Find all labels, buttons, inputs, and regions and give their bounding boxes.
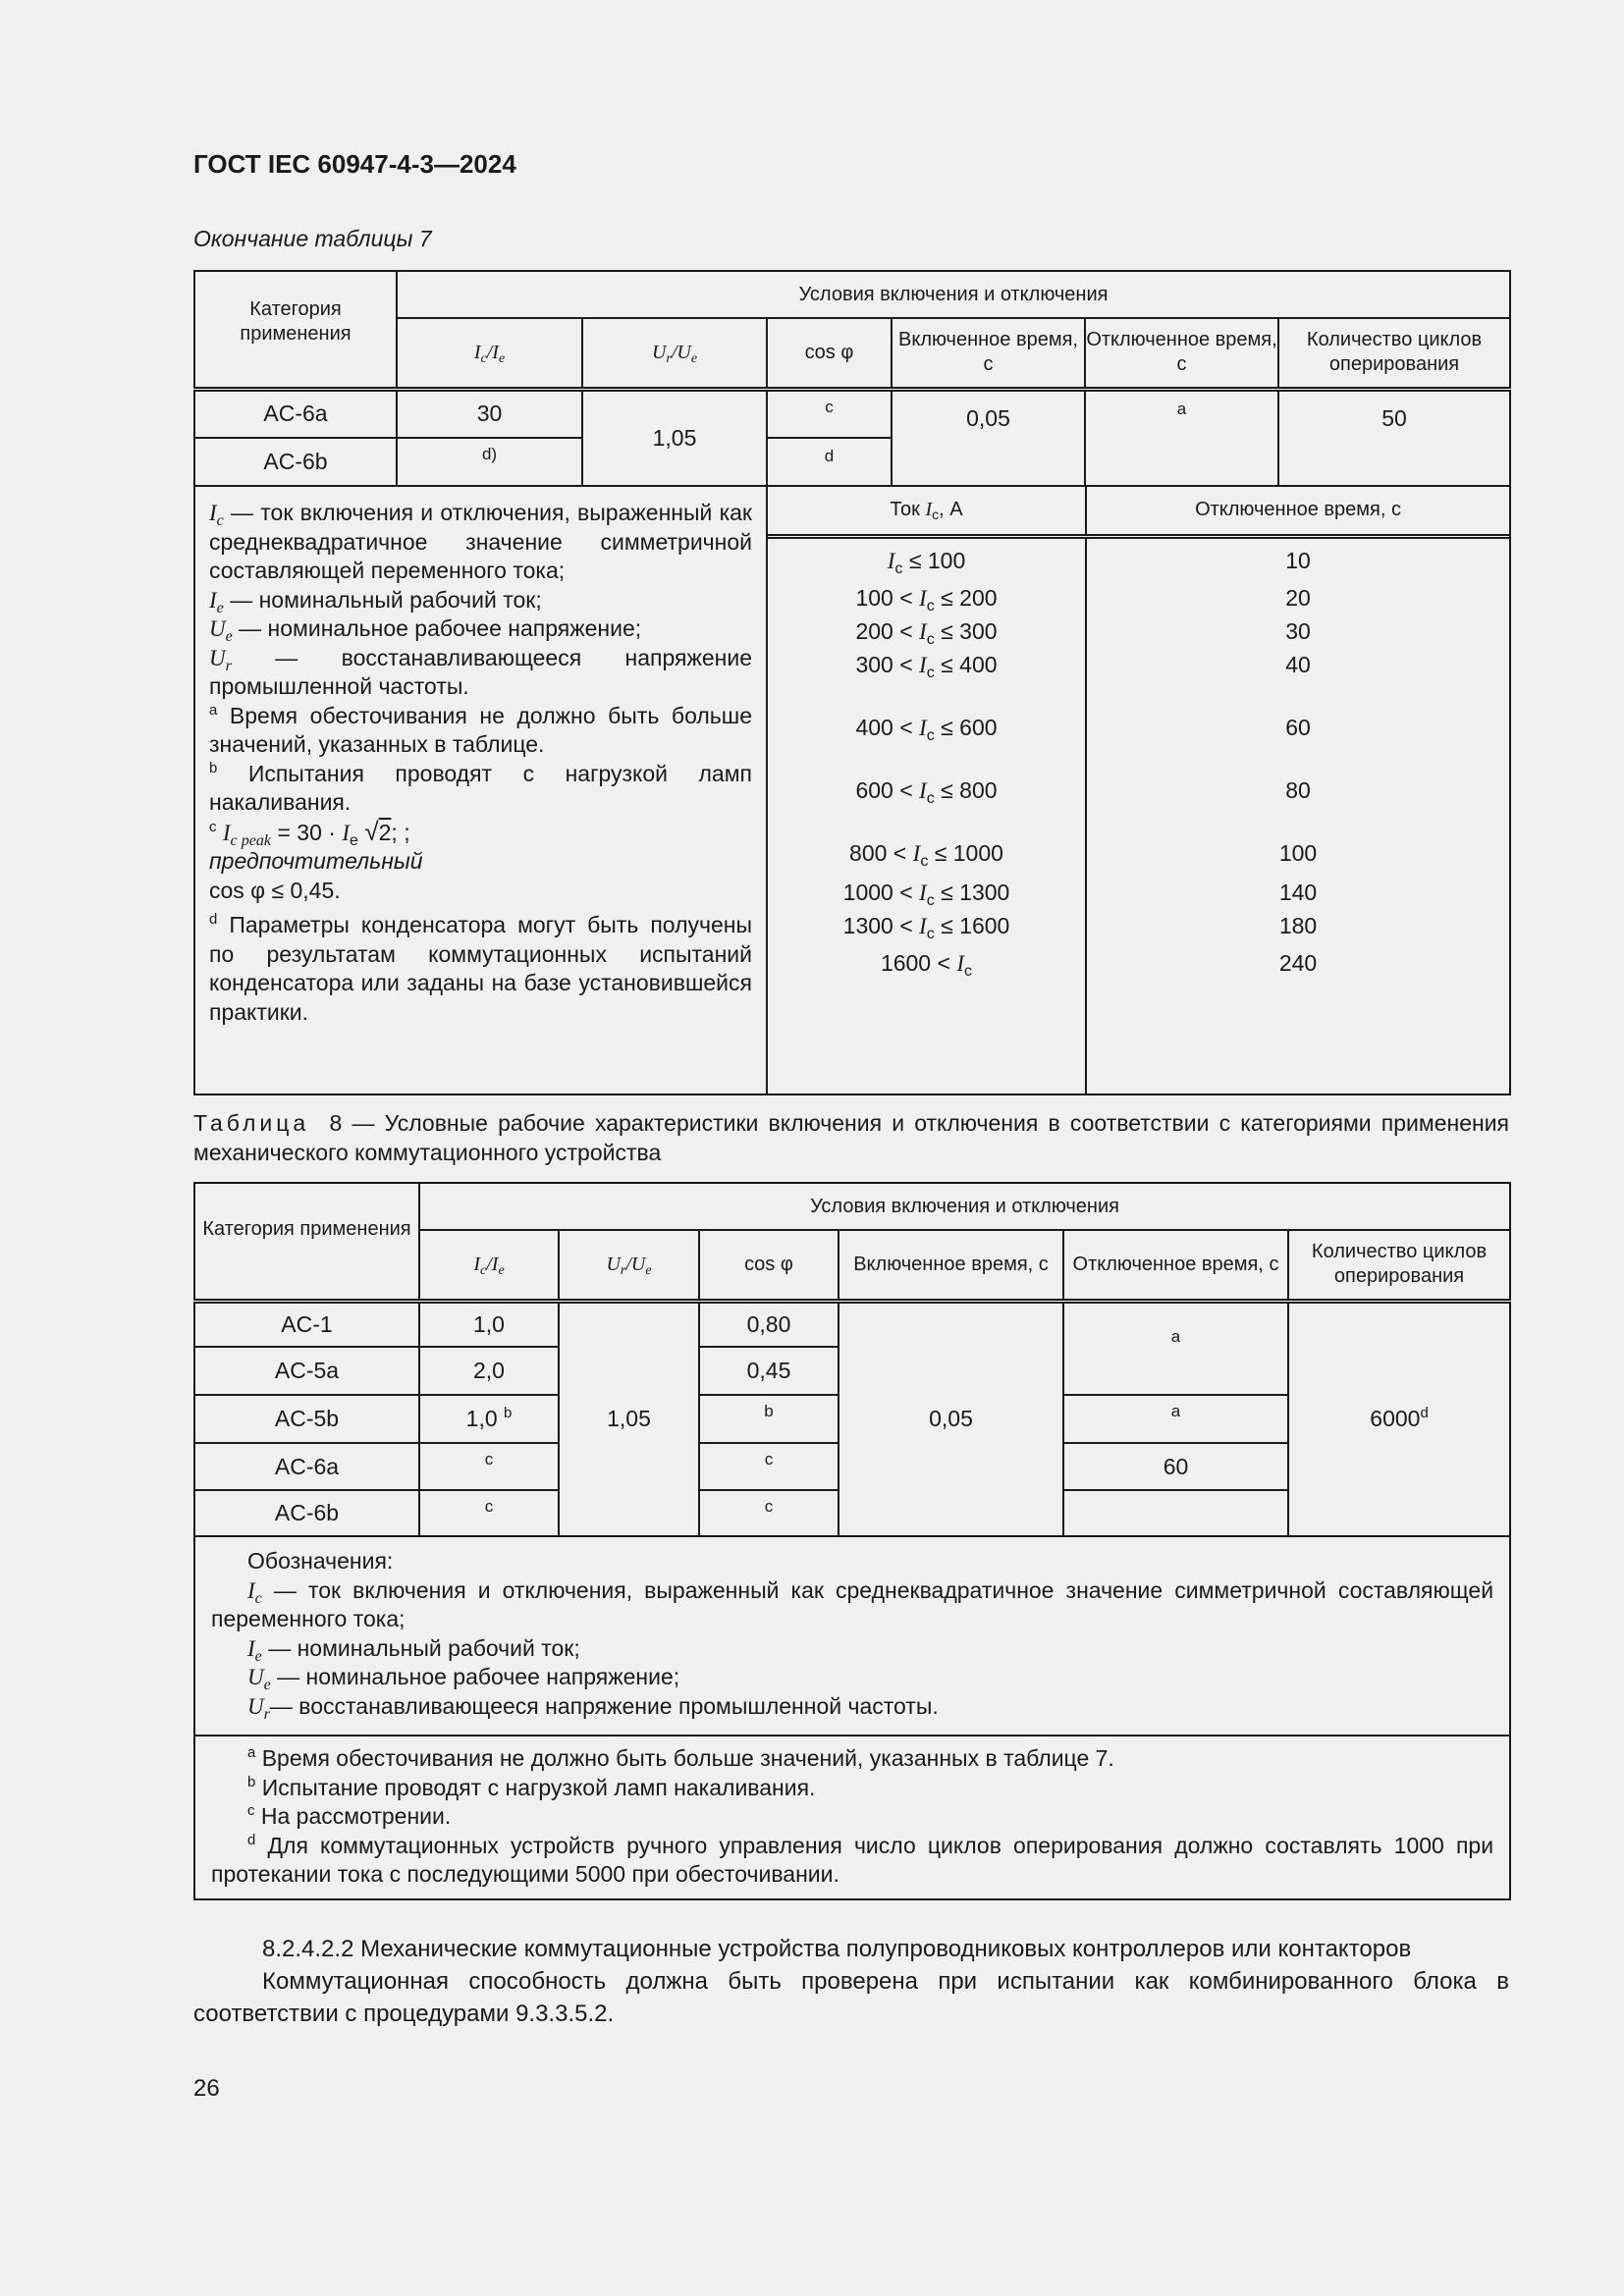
t7-ur-ue-value: 1,05 [582, 389, 767, 486]
t8-row-category: AC-6b [194, 1490, 419, 1536]
t8-row-ic-ie: 1,0 $^b$ [419, 1395, 559, 1443]
t7-row-ic-ie: 30 [397, 389, 582, 438]
t8-row-cos: b [699, 1395, 839, 1443]
t7-current-table [768, 487, 1509, 1094]
t8-category-header: Категория применения [194, 1183, 419, 1301]
t8-ur-ue-value: 1,05 [559, 1301, 699, 1536]
t8-col-off-time: Отключенное время, с [1063, 1230, 1288, 1301]
t8-off-time-60: 60 [1063, 1443, 1288, 1490]
t8-row-cos: 0,45 [699, 1347, 839, 1395]
t7-current-ranges [768, 536, 1086, 1094]
off-time-row: 100 [1278, 839, 1318, 866]
t7-col-off-time: Отключенное время, с [1085, 318, 1278, 389]
off-time-row: 10 [1285, 547, 1311, 573]
t7-col-ic-ie: $I_c/I_e$ [397, 318, 582, 389]
t8-off-time-a: a [1063, 1301, 1288, 1395]
t8-row-category: AC-6a [194, 1443, 419, 1490]
t8-col-cycles: Количество циклов оперирования [1288, 1230, 1510, 1301]
t8-row-ic-ie: 2,0 [419, 1347, 559, 1395]
off-time-row: 80 [1285, 776, 1311, 803]
t7-current-table-cell [767, 486, 1510, 1095]
current-range-row: $600 < I_c \le 800$ [855, 776, 998, 807]
current-range-row: $I_c \le 100$ [887, 547, 966, 577]
t8-conditions-header: Условия включения и отключения [419, 1183, 1510, 1230]
off-time-row: 60 [1285, 714, 1311, 740]
current-range-row: $300 < I_c \le 400$ [855, 651, 998, 681]
t8-on-time-value: 0,05 [839, 1301, 1063, 1536]
t7-on-time-value: 0,05 [892, 389, 1085, 486]
current-range-row: $400 < I_c \le 600$ [855, 714, 998, 744]
t8-row-cos: c [699, 1490, 839, 1536]
t8-designations: Обозначения: $I_c$ — ток включения и отключения, выраженный как среднеквадратичное значение симметричной составляющей переменного тока; $I_e$ — номинальный рабочий ток; $U_e$ — номинальное рабочее напряжение; $U_r—$ восстанавливающееся напряжение промышленной частоты. [194, 1536, 1510, 1735]
t7-col-cos: cos φ [767, 318, 892, 389]
page-number: 26 [193, 2075, 220, 2102]
t7-row-category: AC-6b [194, 438, 397, 486]
t8-row-category: AC-5b [194, 1395, 419, 1443]
t8-col-ic-ie: $I_c/I_e$ [419, 1230, 559, 1301]
t7-conditions-header: Условия включения и отключения [397, 271, 1510, 318]
current-range-row: $800 < I_c \le 1000$ [849, 839, 1003, 870]
t8-row-cos: c [699, 1443, 839, 1490]
t8-row-ic-ie: c [419, 1490, 559, 1536]
t7-off-times [1086, 536, 1509, 1094]
t8-off-time-a: a [1063, 1395, 1288, 1443]
t8-row-category: AC-5a [194, 1347, 419, 1395]
t7-cycles-value: 50 [1278, 389, 1510, 486]
current-range-row: $1000 < I_c \le 1300$ [842, 879, 1010, 909]
t8-row-ic-ie: 1,0 [419, 1301, 559, 1347]
off-time-row: 30 [1285, 617, 1311, 644]
t7-row-category: AC-6a [194, 389, 397, 438]
t8-col-cos: cos φ [699, 1230, 839, 1301]
t7-notes: $I_c$ — ток включения и отключения, выраженный как среднеквадратичное значение симметричной составляющей переменного тока; $I_e$ — номинальный рабочий ток; $U_e$ — номинальное рабочее напряжение; $U_r$ — восстанавливающееся напряжение промышленной частоты. $^a$ Время обесточивания не должно быть больше значений, указанных в таблице. $^b$ Испытания проводят с нагрузкой ламп накаливания. $^c$ $I_{c peak} = 30 \cdot I_e$ √2; ; предпочтительный cos φ ≤ 0,45. $^d$ Параметры конденсатора могут быть получены по результатам коммутационных испытаний конденсатора или заданы на базе установившейся практики. [194, 486, 767, 1095]
table7 [193, 270, 1511, 1095]
t8-row-cos: 0,80 [699, 1301, 839, 1347]
t8-row-ic-ie: c [419, 1443, 559, 1490]
t7-col-cycles: Количество циклов оперирования [1278, 318, 1510, 389]
off-time-row: 140 [1278, 879, 1318, 905]
t7-off-time-value: a [1085, 389, 1278, 486]
off-time-row: 180 [1278, 912, 1318, 938]
t7-off-header: Отключенное время, с [1086, 487, 1509, 536]
t8-col-on-time: Включенное время, с [839, 1230, 1063, 1301]
t7-row-cos: c [767, 389, 892, 438]
t8-off-time-empty [1063, 1490, 1288, 1536]
t7-col-on-time: Включенное время, с [892, 318, 1085, 389]
table8-title: Таблица 8 — Условные рабочие характеристики включения и отключения в соответствии с категориями применения механического коммутационного устройства [193, 1110, 1509, 1165]
table7-continuation-caption: Окончание таблицы 7 [193, 226, 432, 251]
section-heading: 8.2.4.2.2 Механические коммутационные устройства полупроводниковых контроллеров или контакторов [262, 1936, 1412, 1962]
t7-category-header: Категория применения [194, 271, 397, 389]
section-8-2-4-2-2 [193, 1933, 1509, 2030]
off-time-row: 20 [1285, 584, 1311, 611]
t8-row-category: AC-1 [194, 1301, 419, 1347]
current-range-row: $200 < I_c \le 300$ [855, 617, 998, 648]
t7-current-header: Ток $I_c$, А [768, 487, 1086, 536]
off-time-row: 240 [1278, 949, 1318, 976]
current-range-row: $100 < I_c \le 200$ [855, 584, 998, 614]
t7-col-ur-ue: $U_r/U_e$ [582, 318, 767, 389]
t8-col-ur-ue: $U_r/U_e$ [559, 1230, 699, 1301]
off-time-row: 40 [1285, 651, 1311, 677]
standard-designation: ГОСТ IEC 60947-4-3—2024 [193, 149, 516, 179]
table8 [193, 1182, 1511, 1900]
current-range-row: $1300 < I_c \le 1600$ [842, 912, 1010, 942]
t8-cycles-value: 6000$^d$ [1288, 1301, 1510, 1536]
t8-footnotes: $^a$ Время обесточивания не должно быть больше значений, указанных в таблице 7. $^b$ Испытание проводят с нагрузкой ламп накаливания. $^c$ На рассмотрении. $^d$ Для коммутационных устройств ручного управления число циклов оперирования должно составлять 1000 при протекании тока с последующими 5000 при обесточивании. [194, 1735, 1510, 1899]
t7-row-ic-ie: d) [397, 438, 582, 486]
t7-row-cos: d [767, 438, 892, 486]
current-range-row: $1600 < I_c$ [880, 949, 973, 980]
section-body: Коммутационная способность должна быть проверена при испытании как комбинированного блока в соответствии с процедурами 9.3.3.5.2. [193, 1968, 1509, 2027]
